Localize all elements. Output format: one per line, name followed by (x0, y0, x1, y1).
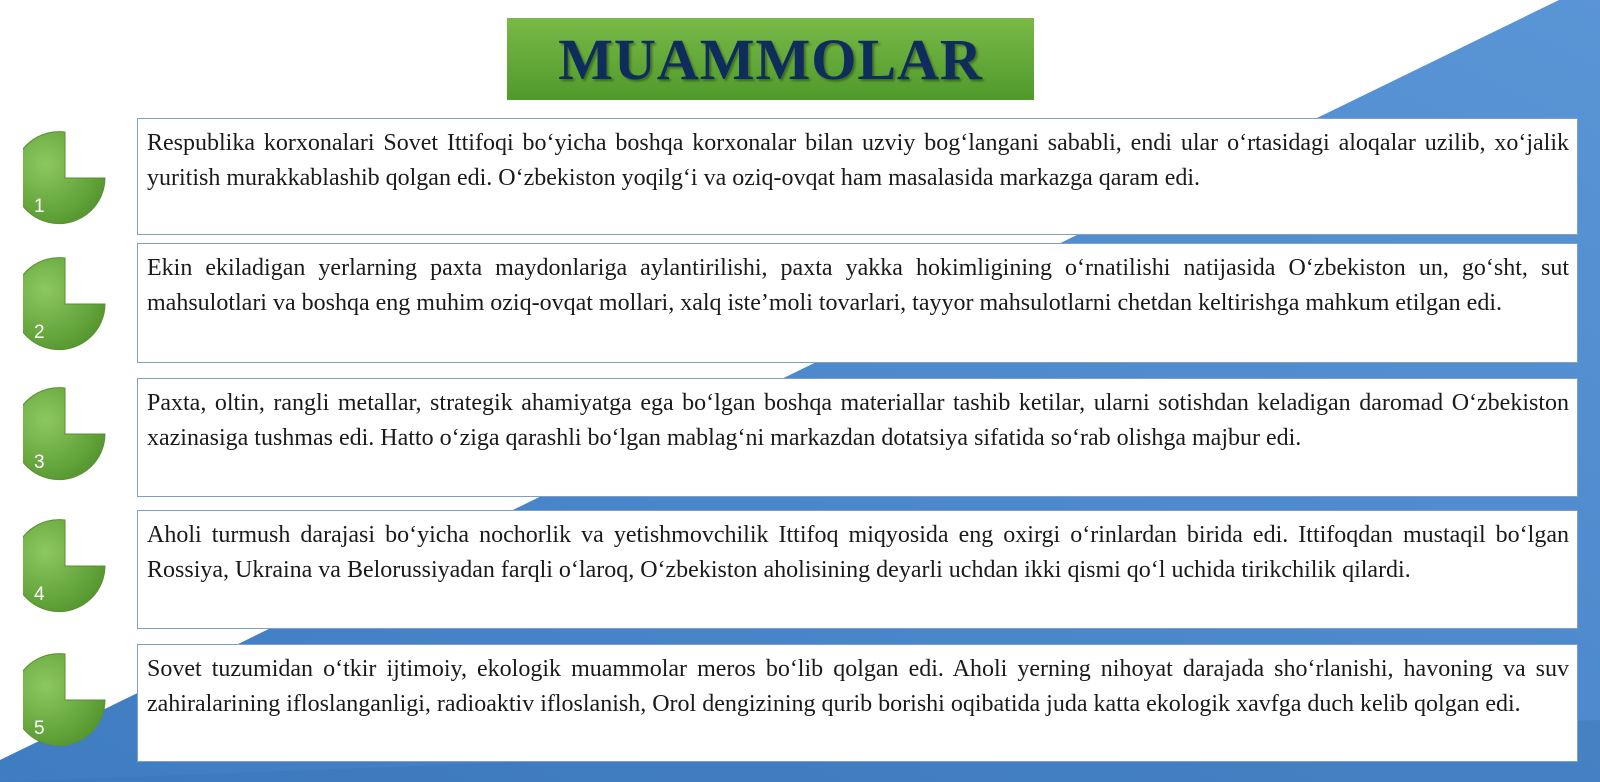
item-number: 1 (34, 196, 45, 217)
problem-text: Sovet tuzumidan o‘tkir ijtimoiy, ekologik muammolar meros bo‘lib qolgan edi. Aholi yerning nihoyat darajada sho‘rlanishi, havoning va suv zahiralarining ifloslanganligi, radioaktiv ifloslanish, Orol dengizining qurib borishi oqibatida juda katta ekologik xavfga duch kelib qolgan edi. (147, 656, 1569, 717)
problem-text: Respublika korxonalari Sovet Ittifoqi bo‘yicha boshqa korxonalar bilan uzviy bog‘langani sababli, endi ular o‘rtasidagi aloqalar uzilib, xo‘jalik yuritish murakkablashib qolgan edi. O‘zbekiston yoqilg‘i va oziq-ovqat ham masalasida markazga qaram edi. (147, 130, 1569, 191)
problem-text-box (137, 378, 1578, 497)
pie-number-badge (23, 386, 107, 482)
title-banner (507, 18, 1034, 100)
problem-text: Paxta, oltin, rangli metallar, strategik ahamiyatga ega bo‘lgan boshqa materiallar tashib ketilar, ularni sotishdan keladigan daromad O‘zbekiston xazinasiga tushmas edi. Hatto o‘ziga qarashli bo‘lgan mablag‘ni markazdan dotatsiya sifatida so‘rab olishga majbur edi. (147, 390, 1569, 451)
item-number: 2 (34, 322, 45, 343)
item-number: 4 (34, 584, 45, 605)
problem-text: Aholi turmush darajasi bo‘yicha nochorlik va yetishmovchilik Ittifoq miqyosida eng oxirgi o‘rinlardan birida edi. Ittifoqdan mustaqil bo‘lgan Rossiya, Ukraina va Belorussiyadan farqli o‘laroq, O‘zbekiston aholisining deyarli uchdan ikki qismi qo‘l uchida tirikchilik qilardi. (147, 522, 1569, 583)
problem-text-box (137, 510, 1578, 629)
page-title: MUAMMOLAR (558, 26, 983, 92)
problem-text: Ekin ekiladigan yerlarning paxta maydonlariga aylantirilishi, paxta yakka hokimligining o‘rnatilishi natijasida O‘zbekiston un, go‘sht, sut mahsulotlari va boshqa eng muhim oziq-ovqat mollari, xalq iste’moli tovarlari, tayyor mahsulotlarni chetdan keltirishga mahkum etilgan edi. (147, 255, 1569, 316)
pie-number-badge (23, 652, 107, 748)
item-number: 3 (34, 452, 45, 473)
item-number: 5 (34, 718, 45, 739)
pie-number-badge (23, 518, 107, 614)
problem-text-box (137, 118, 1578, 235)
pie-number-badge (23, 130, 107, 226)
pie-number-badge (23, 256, 107, 352)
problem-text-box (137, 644, 1578, 762)
problem-text-box (137, 243, 1578, 363)
